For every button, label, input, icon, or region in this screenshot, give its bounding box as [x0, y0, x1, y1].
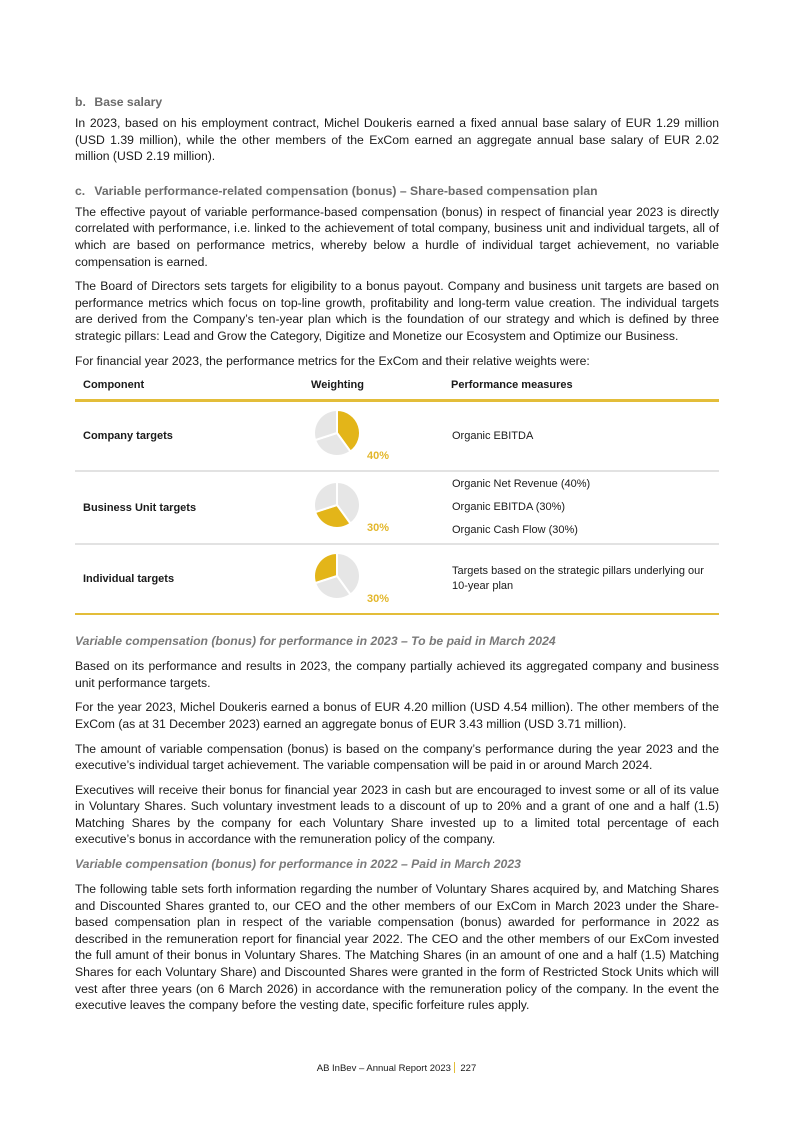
measure-item: Organic Cash Flow (30%) — [451, 524, 578, 537]
board-targets-paragraph: The Board of Directors sets targets for eligibility to a bonus payout. Company and business unit targets are based on performance metrics which focus on top-line growth, profitability and long-term value creation. The individual targets are derived from the Company’s ten-year plan which is the foundation of our strategy and which is defined by three strategic pillars: Lead and Grow the Category, Digitize and Monetize our Ecosystem and Optimize our Business. — [75, 279, 719, 343]
measure-item: Organic Net Revenue (40%) — [451, 478, 591, 491]
header-weighting: Weighting — [311, 377, 451, 401]
weighting-pie-chart — [312, 406, 390, 466]
document-page — [75, 94, 719, 1022]
pie-data-label: 30% — [367, 521, 390, 534]
component-cell: Company targets — [75, 401, 311, 472]
section-b-label: b. — [75, 95, 86, 109]
section-b-title: Base salary — [94, 95, 163, 109]
bonus-2023-paragraph: The amount of variable compensation (bonus) is based on the company’s performance during the year 2023 and the executive’s individual target achievement. The variable compensation will be paid in or around March 2024. — [75, 741, 719, 773]
section-c-heading — [75, 183, 719, 200]
measures-cell — [451, 544, 719, 614]
component-cell: Individual targets — [75, 544, 311, 614]
page-number: 227 — [460, 1063, 477, 1074]
bonus-2023-paragraph: Based on its performance and results in 2023, the company partially achieved its aggregated company and business unit performance targets. — [75, 659, 719, 690]
pie-svg — [312, 480, 362, 530]
section-c-title: Variable performance-related compensation (bonus) – Share-based compensation plan — [94, 183, 598, 198]
metrics-intro-paragraph: For financial year 2023, the performance metrics for the ExCom and their relative weights were: — [75, 353, 590, 368]
measure-item: Organic EBITDA (30%) — [451, 501, 566, 514]
bonus-2023-paragraph: For the year 2023, Michel Doukeris earned a bonus of EUR 4.20 million (USD 4.54 million). The other members of the ExCom (as at 31 December 2023) earned an aggregate bonus of EUR 3.43 million (USD 3.71 million). — [75, 700, 719, 731]
component-cell: Business Unit targets — [75, 471, 311, 544]
performance-metrics-table — [75, 377, 719, 615]
section-b-heading — [75, 94, 719, 111]
header-component: Component — [75, 377, 311, 401]
measures-cell — [451, 401, 719, 472]
table-row — [75, 471, 719, 544]
footer-title: AB InBev – Annual Report 2023 — [316, 1063, 451, 1074]
base-salary-paragraph: In 2023, based on his employment contract, Michel Doukeris earned a fixed annual base salary of EUR 1.29 million (USD 1.39 million), while the other members of the ExCom earned an aggregate annual base salary of EUR 2.02 million (USD 2.19 million). — [75, 116, 719, 164]
bonus-2023-heading: Variable compensation (bonus) for performance in 2023 – To be paid in March 2024 — [75, 634, 556, 649]
section-c-label: c. — [75, 183, 86, 198]
weighting-pie-chart — [312, 478, 390, 538]
bonus-2022-heading: Variable compensation (bonus) for performance in 2022 – Paid in March 2023 — [75, 857, 521, 872]
measure-item: Organic EBITDA — [451, 429, 534, 442]
pie-svg — [312, 551, 362, 601]
bonus-payout-paragraph: The effective payout of variable performance-based compensation (bonus) in respect of financial year 2023 is directly correlated with performance, i.e. linked to the achievement of total company, business unit and individual targets, all of which are based on performance metrics, whereby below a hurdle of individual target achievement, no variable compensation is earned. — [75, 204, 719, 269]
table-header-row — [75, 377, 719, 401]
weighting-pie-chart — [312, 549, 390, 609]
pie-data-label: 40% — [367, 450, 390, 463]
header-performance-measures: Performance measures — [451, 377, 719, 401]
bonus-2022-paragraph: The following table sets forth information regarding the number of Voluntary Shares acquired by, and Matching Shares and Discounted Shares granted to, our CEO and the other members of our ExCom in March 2023 under the Share-based compensation plan in respect of the variable compensation (bonus) awarded for performance in 2022 as described in the remuneration report for financial year 2022. The CEO and the other members of our ExCom invested the full amunt of their bonus in Voluntary Shares. The Matching Shares (in an amount of one and a half (1.5) Matching Shares for each Voluntary Share) and Discounted Shares were granted in the form of Restricted Stock Units which will vest after three years (on 6 March 2026) in accordance with the remuneration policy of the company. In the event the executive leaves the company before the vesting date, specific forfeiture rules apply. — [75, 882, 719, 1013]
pie-svg — [312, 408, 362, 458]
table-row — [75, 401, 719, 472]
footer-divider — [454, 1062, 456, 1073]
table-row — [75, 544, 719, 614]
page-footer — [0, 1062, 793, 1074]
measure-item: Targets based on the strategic pillars underlying our 10-year plan — [451, 565, 704, 593]
pie-data-label: 30% — [367, 593, 390, 606]
bonus-2023-paragraph: Executives will receive their bonus for financial year 2023 in cash but are encouraged to invest some or all of its value in Voluntary Shares. Such voluntary investment leads to a discount of up to 20% and a grant of one and a half (1.5) Matching Shares by the company for each Voluntary Share invested up to a limited total percentage of each executive’s bonus in accordance with the remuneration policy of the company. — [75, 782, 719, 847]
measures-cell — [451, 471, 719, 544]
